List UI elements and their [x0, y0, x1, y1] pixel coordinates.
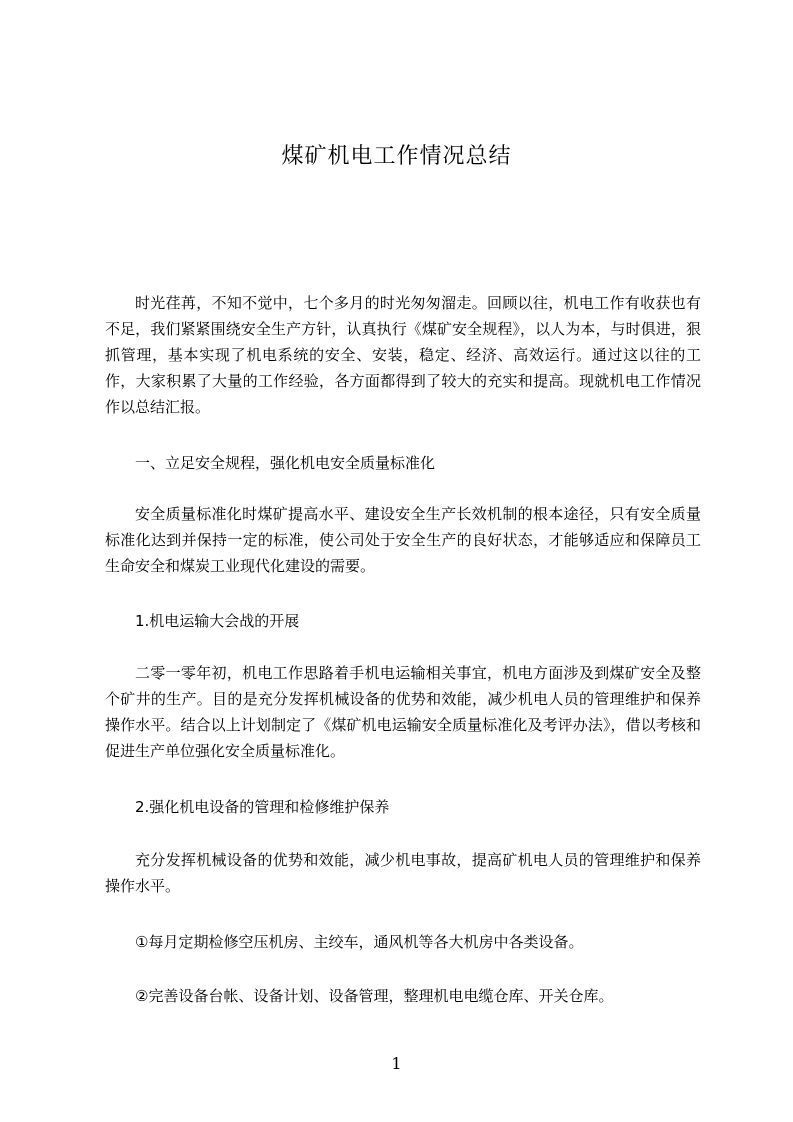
list-item-1: ①每月定期检修空压机房、主绞车，通风机等各大机房中各类设备。 — [135, 933, 584, 951]
subsection-2-paragraph: 充分发挥机械设备的优势和效能，减少机电事故，提高矿机电人员的管理维护和保养操作水平。 — [105, 851, 701, 895]
document-title: 煤矿机电工作情况总结 — [281, 144, 512, 169]
list-item-2: ②完善设备台帐、设备计划、设备管理，整理机电电缆仓库、开关仓库。 — [135, 987, 614, 1005]
section-1-heading: 一、立足安全规程，强化机电安全质量标准化 — [135, 454, 436, 472]
subsection-1-heading: 1.机电运输大会战的开展 — [135, 612, 300, 630]
subsection-2-heading: 2.强化机电设备的管理和检修维护保养 — [135, 798, 390, 816]
subsection-1-paragraph: 二零一零年初，机电工作思路着手机电运输相关事宜，机电方面涉及到煤矿安全及整个矿井的生产。目的是充分发挥机械设备的优势和效能，减少机电人员的管理维护和保养操作水平。结合以上计划制定了《煤矿机电运输安全质量标准化及考评办法》，借以考核和促进生产单位强化安全质量标准化。 — [105, 664, 701, 760]
page-number: 1 — [391, 1054, 402, 1073]
intro-paragraph: 时光荏苒，不知不觉中，七个多月的时光匆匆溜走。回顾以往，机电工作有收获也有不足，我们紧紧围绕安全生产方针，认真执行《煤矿安全规程》，以人为本，与时俱进，狠抓管理，基本实现了机电系统的安全、安装，稳定、经济、高效运行。通过这以往的工作，大家积累了大量的工作经验，各方面都得到了较大的充实和提高。现就机电工作情况作以总结汇报。 — [105, 294, 701, 416]
section-1-paragraph: 安全质量标准化时煤矿提高水平、建设安全生产长效机制的根本途径，只有安全质量标准化达到并保持一定的标准，使公司处于安全生产的良好状态，才能够适应和保障员工生命安全和煤炭工业现代化建设的需要。 — [105, 505, 701, 575]
